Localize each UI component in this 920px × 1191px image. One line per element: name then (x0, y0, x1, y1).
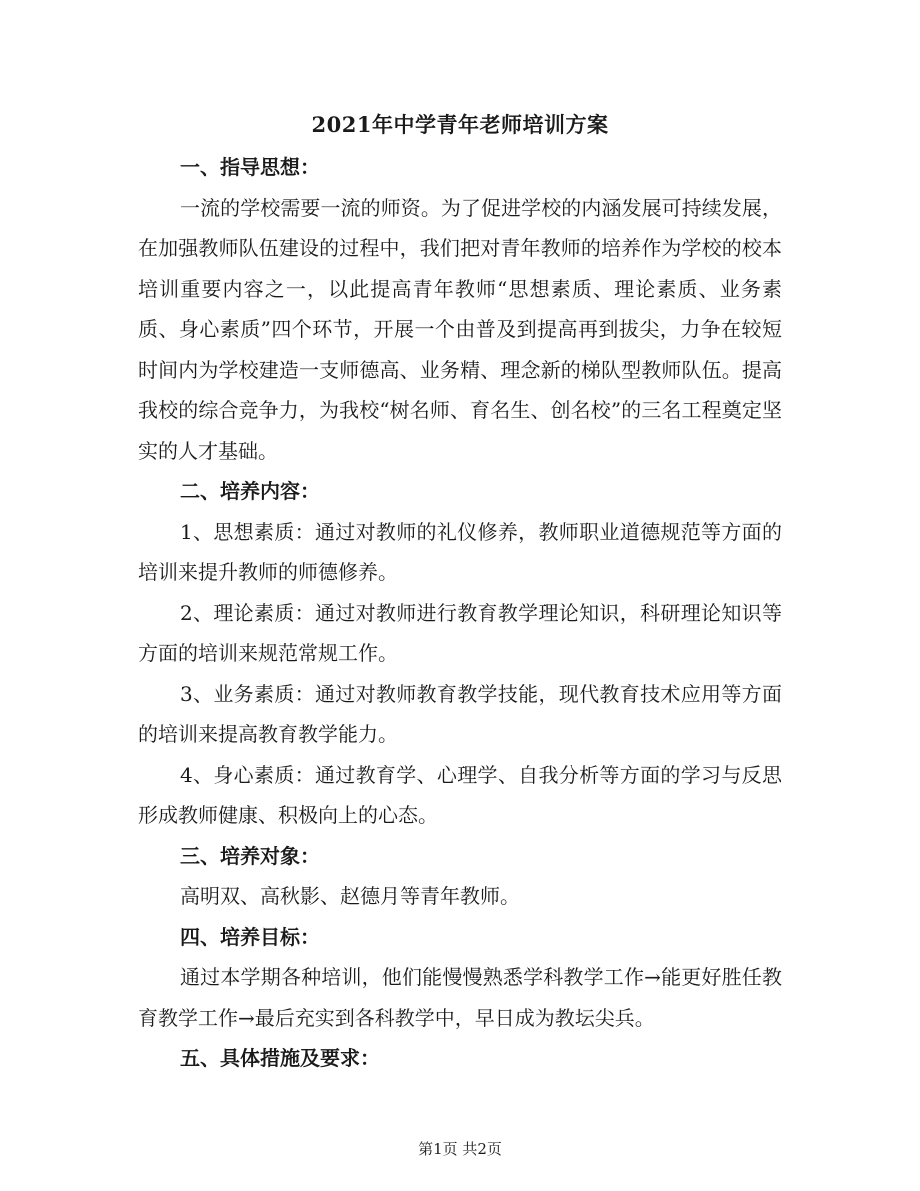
section-heading: 二、培养内容： (180, 479, 320, 503)
section-heading: 五、具体措施及要求： (180, 1046, 380, 1070)
page-number: 第1页 共2页 (418, 1140, 502, 1158)
document-title: 2021年中学青年老师培训方案 (311, 112, 609, 137)
section-paragraph: 通过本学期各种培训，他们能慢慢熟悉学科教学工作→能更好胜任教育教学工作→最后充实到各科教学中，早日成为教坛尖兵。 (138, 965, 782, 1030)
section-heading: 一、指导思想： (180, 155, 320, 179)
section-paragraph: 3、业务素质：通过对教师教育教学技能，现代教育技术应用等方面的培训来提高教育教学能力。 (138, 681, 782, 746)
section-paragraph: 4、身心素质：通过教育学、心理学、自我分析等方面的学习与反思形成教师健康、积极向上的心态。 (138, 762, 782, 827)
section-paragraph: 一流的学校需要一流的师资。为了促进学校的内涵发展可持续发展，在加强教师队伍建设的过程中，我们把对青年教师的培养作为学校的校本培训重要内容之一，以此提高青年教师“思想素质、理论素质、业务素质、身心素质”四个环节，开展一个由普及到提高再到拔尖，力争在较短时间内为学校建造一支师德高、业务精、理念新的梯队型教师队伍。提高我校的综合竞争力，为我校“树名师、育名生、创名校”的三名工程奠定坚实的人才基础。 (138, 195, 782, 463)
section-paragraph: 1、思想素质：通过对教师的礼仪修养，教师职业道德规范等方面的培训来提升教师的师德修养。 (138, 519, 782, 584)
section-heading: 四、培养目标： (180, 924, 320, 949)
document-body (138, 147, 782, 1079)
section-paragraph: 2、理论素质：通过对教师进行教育教学理论知识，科研理论知识等方面的培训来规范常规工作。 (138, 600, 782, 665)
section-heading: 三、培养对象： (180, 843, 320, 868)
section-paragraph: 高明双、高秋影、赵德月等青年教师。 (180, 884, 520, 908)
